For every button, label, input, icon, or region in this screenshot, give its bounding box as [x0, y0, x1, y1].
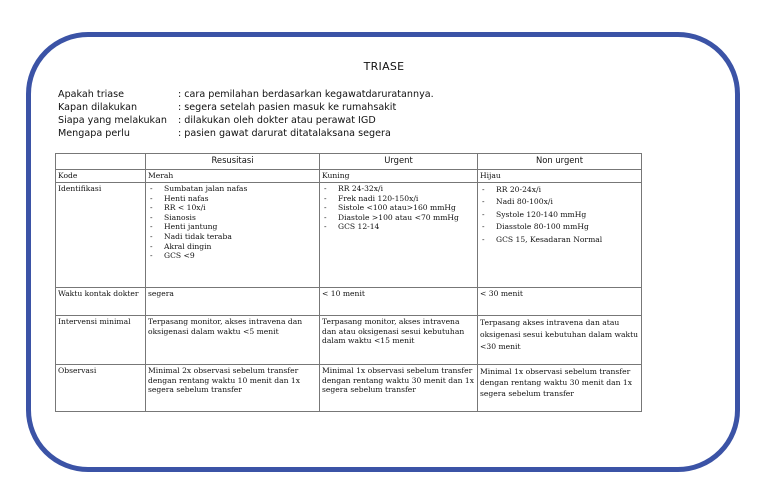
identifikasi-kuning-cell	[320, 183, 478, 288]
observasi-hijau: Minimal 1x observasi sebelum transfer dengan rentang waktu 30 menit dan 1x segera sebelum transfer	[478, 365, 642, 412]
intro-definitions	[58, 88, 434, 140]
list-item: - Nadi tidak teraba	[148, 232, 317, 242]
table-header-row	[56, 154, 642, 170]
row-label-waktu: Waktu kontak dokter	[56, 288, 146, 316]
list-item: - RR < 10x/i	[148, 203, 317, 213]
identifikasi-merah-list	[148, 184, 317, 261]
identifikasi-merah-cell	[146, 183, 320, 288]
list-item: - Diasstole 80-100 mmHg	[480, 221, 639, 233]
waktu-kuning: < 10 menit	[320, 288, 478, 316]
intro-row	[58, 88, 434, 101]
header-resusitasi: Resusitasi	[146, 154, 320, 170]
list-item: - Akral dingin	[148, 242, 317, 252]
list-item: - Nadi 80-100x/i	[480, 196, 639, 208]
table-row-intervensi	[56, 316, 642, 365]
intro-question: Kapan dilakukan	[58, 102, 138, 113]
observasi-merah: Minimal 2x observasi sebelum transfer dengan rentang waktu 10 menit dan 1x segera sebelum transfer	[146, 365, 320, 412]
list-item: - Henti nafas	[148, 194, 317, 204]
list-item: - Sumbatan jalan nafas	[148, 184, 317, 194]
observasi-kuning: Minimal 1x observasi sebelum transfer dengan rentang waktu 30 menit dan 1x segera sebelum transfer	[320, 365, 478, 412]
intro-question: Apakah triase	[58, 89, 125, 100]
list-item: - Systole 120-140 mmHg	[480, 209, 639, 221]
table-row-waktu	[56, 288, 642, 316]
list-item: - RR 20-24x/i	[480, 184, 639, 196]
intro-question: Siapa yang melakukan	[58, 115, 167, 126]
waktu-merah: segera	[146, 288, 320, 316]
triage-table	[55, 153, 642, 412]
row-label-identifikasi: Identifikasi	[56, 183, 146, 288]
table-row-kode	[56, 170, 642, 183]
list-item: - GCS 15, Kesadaran Normal	[480, 234, 639, 246]
identifikasi-hijau-cell	[478, 183, 642, 288]
intro-row	[58, 101, 434, 114]
list-item: - RR 24-32x/i	[322, 184, 475, 194]
waktu-hijau: < 30 menit	[478, 288, 642, 316]
table-row-identifikasi	[56, 183, 642, 288]
intro-row	[58, 114, 434, 127]
identifikasi-kuning-list	[322, 184, 475, 232]
identifikasi-hijau-list	[480, 184, 639, 246]
header-empty-cell	[56, 154, 146, 170]
intervensi-merah: Terpasang monitor, akses intravena dan oksigenasi dalam waktu <5 menit	[146, 316, 320, 365]
kode-hijau: Hijau	[478, 170, 642, 183]
row-label-kode: Kode	[56, 170, 146, 183]
intervensi-kuning: Terpasang monitor, akses intravena dan atau oksigenasi sesui kebutuhan dalam waktu <15 menit	[320, 316, 478, 365]
kode-kuning: Kuning	[320, 170, 478, 183]
list-item: - GCS 12-14	[322, 222, 475, 232]
list-item: - Sianosis	[148, 213, 317, 223]
list-item: - Henti jantung	[148, 222, 317, 232]
header-non-urgent: Non urgent	[478, 154, 642, 170]
kode-merah: Merah	[146, 170, 320, 183]
intro-answer: : pasien gawat darurat ditatalaksana segera	[178, 128, 391, 139]
list-item: - GCS <9	[148, 251, 317, 261]
header-urgent: Urgent	[320, 154, 478, 170]
list-item: - Frek nadi 120-150x/i	[322, 194, 475, 204]
row-label-intervensi: Intervensi minimal	[56, 316, 146, 365]
table-row-observasi	[56, 365, 642, 412]
intro-answer: : dilakukan oleh dokter atau perawat IGD	[178, 115, 376, 126]
list-item: - Sistole <100 atau>160 mmHg	[322, 203, 475, 213]
page-title: TRIASE	[363, 60, 405, 73]
row-label-observasi: Observasi	[56, 365, 146, 412]
intro-answer: : cara pemilahan berdasarkan kegawatdaruratannya.	[178, 89, 434, 100]
intro-row	[58, 127, 434, 140]
intro-question: Mengapa perlu	[58, 128, 130, 139]
intro-answer: : segera setelah pasien masuk ke rumahsakit	[178, 102, 397, 113]
list-item: - Diastole >100 atau <70 mmHg	[322, 213, 475, 223]
intervensi-hijau: Terpasang akses intravena dan atau oksigenasi sesui kebutuhan dalam waktu <30 menit	[478, 316, 642, 365]
